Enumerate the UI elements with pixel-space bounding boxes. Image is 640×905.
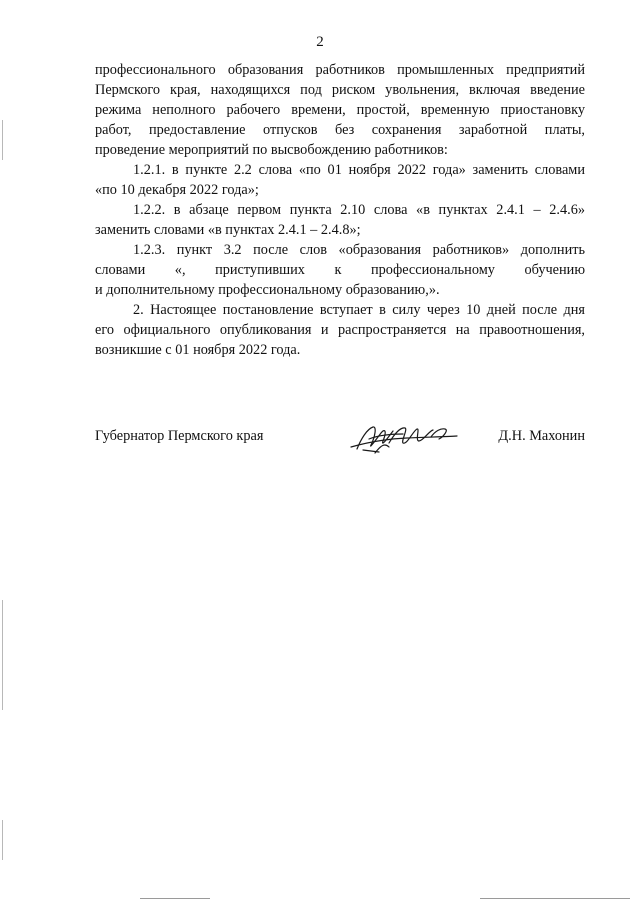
- scan-artifact: [2, 820, 3, 860]
- scan-artifact: [2, 600, 3, 710]
- text-line: работ, предоставление отпусков без сохранения заработной платы,: [95, 122, 585, 138]
- text-line: 1.2.3. пункт 3.2 после слов «образования работников» дополнить: [133, 242, 585, 258]
- text-line: проведение мероприятий по высвобождению работников:: [95, 142, 448, 158]
- text-line: Пермского края, находящихся под риском увольнения, включая введение: [95, 82, 585, 98]
- text-line: 1.2.1. в пункте 2.2 слова «по 01 ноября 2022 года» заменить словами: [133, 162, 585, 178]
- paragraph-1-2-2: [95, 200, 585, 240]
- text-line: режима неполного рабочего времени, простой, временную приостановку: [95, 102, 585, 118]
- paragraph-1-2-3: [95, 240, 585, 300]
- text-line: «по 10 декабря 2022 года»;: [95, 182, 259, 198]
- signature-block: [95, 425, 585, 455]
- text-line: 2. Настоящее постановление вступает в силу через 10 дней после дня: [133, 302, 585, 318]
- text-line: 1.2.2. в абзаце первом пункта 2.10 слова «в пунктах 2.4.1 – 2.4.6»: [133, 202, 585, 218]
- paragraph-intro-continuation: [95, 60, 585, 160]
- text-line: заменить словами «в пунктах 2.4.1 – 2.4.8»;: [95, 222, 361, 238]
- signatory-title: Губернатор Пермского края: [95, 428, 264, 444]
- text-line: его официального опубликования и распространяется на правоотношения,: [95, 322, 585, 338]
- text-line: словами «, приступивших к профессиональному обучению: [95, 262, 585, 278]
- signatory-name: Д.Н. Махонин: [498, 428, 585, 444]
- paragraph-1-2-1: [95, 160, 585, 200]
- document-body: [95, 60, 585, 360]
- scan-artifact: [2, 120, 3, 160]
- text-line: возникшие с 01 ноября 2022 года.: [95, 342, 301, 358]
- handwritten-signature-icon: [345, 419, 460, 457]
- text-line: и дополнительному профессиональному образованию,».: [95, 282, 440, 298]
- text-line: профессионального образования работников промышленных предприятий: [95, 62, 585, 78]
- page-number: 2: [316, 34, 324, 50]
- scan-artifact: [480, 898, 630, 899]
- paragraph-2: [95, 300, 585, 360]
- scan-artifact: [140, 898, 210, 899]
